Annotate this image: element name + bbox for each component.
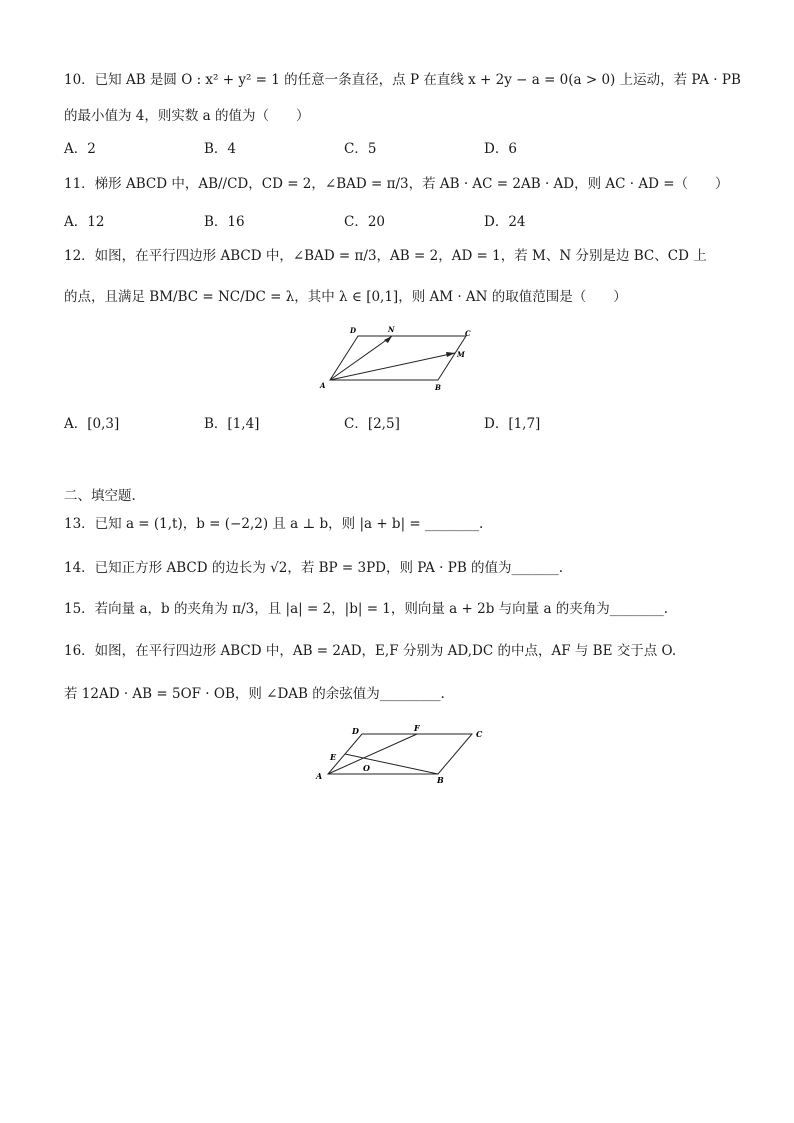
q12-label-b: B [435,383,441,392]
q16-label-b: B [437,775,444,784]
q11-line1: 11．梯形 ABCD 中，AB//CD，CD = 2，∠BAD = π/3，若 AB · AC = 2AB · AD，则 AC · AD =（ ） [64,176,729,192]
q16-segment-be [345,754,438,774]
q10-options [64,137,730,155]
q12-options [64,412,730,430]
q16-line2: 若 12AD · AB = 5OF · OB，则 ∠DAB 的余弦值为_________. [64,686,445,702]
q12-line1: 12．如图，在平行四边形 ABCD 中，∠BAD = π/3，AB = 2，AD = 1，若 M、N 分别是边 BC、CD 上 [64,248,707,264]
q10-option-b[interactable]: B．4 [204,141,237,157]
q11-option-b[interactable]: B．16 [204,214,245,230]
q12-label-n: N [388,325,395,334]
q10-option-d[interactable]: D．6 [484,141,517,157]
q12-label-d: D [350,326,357,335]
q16-label-o: O [363,763,370,773]
q16-parallelogram [328,734,472,774]
q12-option-a[interactable]: A．[0,3] [64,416,120,432]
q11-option-a[interactable]: A．12 [64,214,105,230]
q16-parallelogram-figure [310,722,490,784]
q16-segment-af [328,734,417,774]
q13-text: 13．已知 a = (1,t)，b = (−2,2) 且 a ⊥ b，则 |a + b| = ________. [64,516,484,532]
q11-option-c[interactable]: C．20 [344,214,386,230]
q16-label-f: F [414,723,420,733]
q10-option-c[interactable]: C．5 [344,141,377,157]
q12-line2: 的点，且满足 BM/BC = NC/DC = λ，其中 λ ∈ [0,1]，则 AM · AN 的取值范围是（ ） [64,289,627,305]
q16-label-d: D [352,726,359,736]
q12-option-d[interactable]: D．[1,7] [484,416,541,432]
q10-line1: 10．已知 AB 是圆 O : x² + y² = 1 的任意一条直径，点 P 在直线 x + 2y − a = 0(a > 0) 上运动，若 PA · PB [64,72,741,88]
q16-label-a: A [316,771,323,781]
q16-label-c: C [476,729,483,739]
q12-label-c: C [465,329,471,338]
q10-option-a[interactable]: A．2 [64,141,96,157]
q11-options [64,210,730,228]
q14-text: 14．已知正方形 ABCD 的边长为 √2，若 BP = 3PD，则 PA · PB 的值为_______. [64,560,564,576]
q11-option-d[interactable]: D．24 [484,214,526,230]
q12-label-a: A [320,381,326,390]
section-heading-fill-in: 二、填空题. [64,488,136,504]
q12-parallelogram-figure [318,322,478,394]
q12-parallelogram [330,336,466,380]
q15-text: 15．若向量 a，b 的夹角为 π/3，且 |a| = 2，|b| = 1，则向量 a + 2b 与向量 a 的夹角为________. [64,601,669,617]
q12-option-c[interactable]: C．[2,5] [344,416,400,432]
q12-arrowhead-n [384,336,392,343]
q16-line1: 16．如图，在平行四边形 ABCD 中，AB = 2AD，E,F 分别为 AD,DC 的中点，AF 与 BE 交于点 O. [64,643,677,659]
q12-label-m: M [457,350,465,359]
q10-line2: 的最小值为 4，则实数 a 的值为（ ） [64,108,310,124]
q12-option-b[interactable]: B．[1,4] [204,416,260,432]
q16-label-e: E [330,752,337,762]
